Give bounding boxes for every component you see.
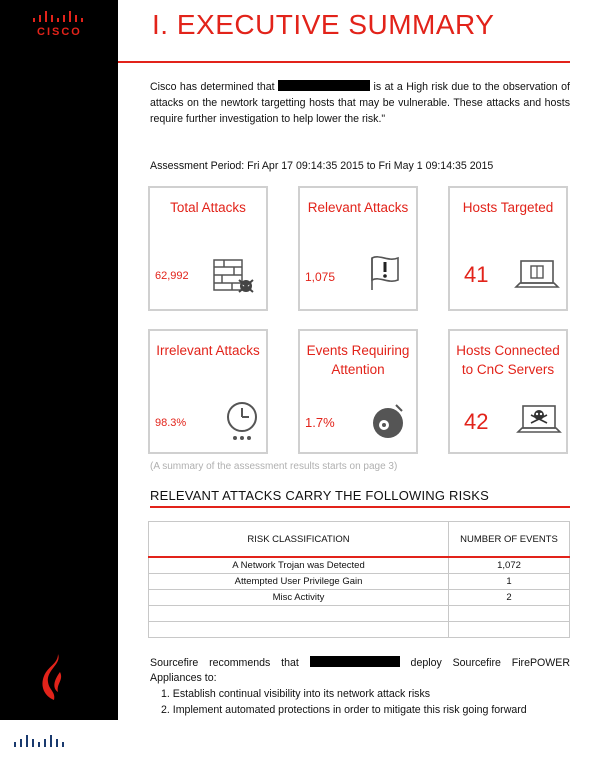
table-header-row bbox=[149, 522, 570, 558]
count-cell bbox=[449, 622, 570, 638]
table-row bbox=[149, 622, 570, 638]
card-value: 1,075 bbox=[305, 270, 336, 284]
count-cell bbox=[449, 606, 570, 622]
table-row bbox=[149, 574, 570, 590]
sourcefire-flame-icon bbox=[40, 652, 70, 702]
col-number-of-events: NUMBER OF EVENTS bbox=[449, 522, 570, 558]
risk-cell bbox=[149, 606, 449, 622]
count-cell: 2 bbox=[449, 590, 570, 606]
risk-table bbox=[148, 521, 570, 638]
alarm-bell-icon bbox=[368, 401, 408, 441]
recommendation-steps bbox=[161, 686, 527, 718]
card-value: 62,992 bbox=[155, 270, 189, 282]
card-value: 1.7% bbox=[305, 415, 335, 430]
card-value: 41 bbox=[464, 262, 489, 287]
risk-cell: Attempted User Privilege Gain bbox=[149, 574, 449, 590]
card-value: 98.3% bbox=[155, 417, 187, 429]
count-cell: 1 bbox=[449, 574, 570, 590]
step-item: 1. Establish continual visibility into its network attack risks bbox=[161, 688, 431, 700]
cisco-bars-logo bbox=[33, 11, 89, 25]
cisco-footer-logo bbox=[14, 735, 72, 749]
card-label: Events Requiring Attention bbox=[306, 343, 410, 377]
risk-cell bbox=[149, 622, 449, 638]
clock-icon bbox=[222, 399, 262, 443]
col-risk-classification: RISK CLASSIFICATION bbox=[149, 522, 449, 558]
page-title: I. EXECUTIVE SUMMARY bbox=[152, 9, 495, 40]
cisco-logo-text: CISCO bbox=[37, 26, 82, 38]
intro-paragraph bbox=[150, 79, 570, 127]
card-label: Total Attacks bbox=[170, 200, 246, 215]
intro-text-1: Cisco has determined that bbox=[150, 81, 275, 93]
table-row bbox=[149, 590, 570, 606]
card-label: Hosts Targeted bbox=[462, 200, 554, 215]
risk-cell: Misc Activity bbox=[149, 590, 449, 606]
alert-flag-icon bbox=[368, 252, 408, 292]
summary-note: (A summary of the assessment results starts on page 3) bbox=[150, 461, 398, 472]
card-value: 42 bbox=[464, 409, 489, 434]
redaction-bar bbox=[278, 80, 370, 91]
laptop-skull-icon bbox=[516, 403, 562, 437]
card-label: Relevant Attacks bbox=[307, 200, 409, 215]
recommendation-paragraph bbox=[150, 656, 570, 686]
redaction-bar bbox=[310, 656, 400, 667]
count-cell: 1,072 bbox=[449, 557, 570, 574]
card-hosts-targeted bbox=[448, 186, 568, 311]
table-row bbox=[149, 606, 570, 622]
step-item: 2. Implement automated protections in order to mitigate this risk going forward bbox=[161, 704, 527, 716]
card-label: Irrelevant Attacks bbox=[156, 343, 260, 358]
card-hosts-cnc bbox=[448, 329, 568, 454]
sidebar bbox=[0, 0, 118, 720]
card-events-requiring-attention bbox=[298, 329, 418, 454]
table-row bbox=[149, 557, 570, 574]
firewall-skull-icon bbox=[212, 256, 256, 296]
risk-cell: A Network Trojan was Detected bbox=[149, 557, 449, 574]
card-relevant-attacks bbox=[298, 186, 418, 311]
card-total-attacks bbox=[148, 186, 268, 311]
laptop-target-icon bbox=[514, 258, 560, 292]
reco-text-2: deploy Sourcefire FirePOWER Appliances to: bbox=[150, 657, 570, 684]
risk-heading: RELEVANT ATTACKS CARRY THE FOLLOWING RISKS bbox=[150, 488, 490, 503]
assessment-period: Assessment Period: Fri Apr 17 09:14:35 2015 to Fri May 1 09:14:35 2015 bbox=[150, 160, 494, 172]
intro-text-2: is at a High risk due to the observation of attacks on the newtork targetting hosts that may be vulnerable. These attacks and hosts require further investigation to help lower the risk." bbox=[150, 81, 570, 125]
card-irrelevant-attacks bbox=[148, 329, 268, 454]
card-label: Hosts Connected to CnC Servers bbox=[456, 343, 560, 377]
reco-text-1: Sourcefire recommends that bbox=[150, 657, 299, 669]
risk-divider bbox=[150, 506, 570, 508]
title-divider bbox=[118, 61, 570, 63]
